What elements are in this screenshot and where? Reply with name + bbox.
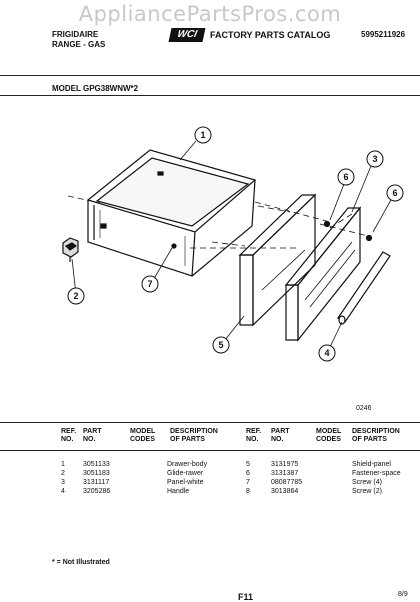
table-row: 6 3131387 Fastener-space xyxy=(246,470,401,477)
table-right-rows xyxy=(246,460,401,496)
callout-2 xyxy=(68,288,84,304)
catalog-number: 5995211926 xyxy=(361,30,406,39)
table-row: 2 3051183 Glide-rawer xyxy=(61,470,204,477)
header-description: DESCRIPTION OF PARTS xyxy=(170,428,218,443)
table-row: 7 08087785 Screw (4) xyxy=(246,479,382,486)
table-row: 3 3131117 Panel-white xyxy=(61,479,204,486)
glide-part xyxy=(63,238,78,262)
header-divider xyxy=(0,75,420,76)
model-divider xyxy=(0,95,420,96)
handle-part xyxy=(338,252,390,324)
brand-name: FRIGIDAIRE xyxy=(52,30,99,39)
header-part-no: PART NO. xyxy=(83,428,102,443)
table-row: 8 3013864 Screw (2) xyxy=(246,488,382,495)
exploded-parts-diagram xyxy=(0,110,420,410)
svg-text:1: 1 xyxy=(200,130,206,140)
callout-7 xyxy=(142,276,158,292)
svg-text:7: 7 xyxy=(147,279,153,289)
svg-text:5: 5 xyxy=(218,340,224,350)
header-ref-no: REF. NO. xyxy=(61,428,77,443)
footer-date: 8/9 xyxy=(398,591,408,598)
header-ref-no-right: REF. NO. xyxy=(246,428,262,443)
figure-code: 0246 xyxy=(356,405,372,412)
model-label: MODEL GPG38WNW*2 xyxy=(52,84,139,93)
table-header-rule xyxy=(0,450,420,451)
callout-6a xyxy=(338,169,354,185)
watermark: AppliancePartsPros.com xyxy=(78,2,342,26)
svg-text:2: 2 xyxy=(73,291,79,301)
callout-3 xyxy=(367,151,383,167)
callout-4 xyxy=(319,345,335,361)
catalog-title: FACTORY PARTS CATALOG xyxy=(210,30,331,40)
table-row: 4 3205286 Handle xyxy=(61,488,190,495)
table-row: 1 3051133 Drawer-body xyxy=(61,461,208,468)
footnote: * = Not Illustrated xyxy=(52,559,110,566)
wci-logo: WCI xyxy=(169,28,206,42)
svg-text:6: 6 xyxy=(392,188,398,198)
callout-6b xyxy=(387,185,403,201)
table-row: 5 3131975 Shield-panel xyxy=(246,461,391,468)
svg-text:4: 4 xyxy=(324,348,330,358)
header-part-no-right: PART NO. xyxy=(271,428,290,443)
callout-1 xyxy=(195,127,211,143)
header-model-codes: MODEL CODES xyxy=(130,428,156,443)
svg-text:3: 3 xyxy=(372,154,378,164)
header-model-codes-right: MODEL CODES xyxy=(316,428,342,443)
table-left-rows xyxy=(61,460,207,496)
header-description-right: DESCRIPTION OF PARTS xyxy=(352,428,400,443)
page-number: F11 xyxy=(238,592,254,602)
drawer-body-part xyxy=(88,150,255,276)
callout-5 xyxy=(213,337,229,353)
table-top-rule xyxy=(0,422,420,423)
front-panel-part xyxy=(286,208,360,340)
shield-panel-part xyxy=(240,195,315,325)
product-type: RANGE - GAS xyxy=(52,40,106,49)
svg-text:6: 6 xyxy=(343,172,349,182)
